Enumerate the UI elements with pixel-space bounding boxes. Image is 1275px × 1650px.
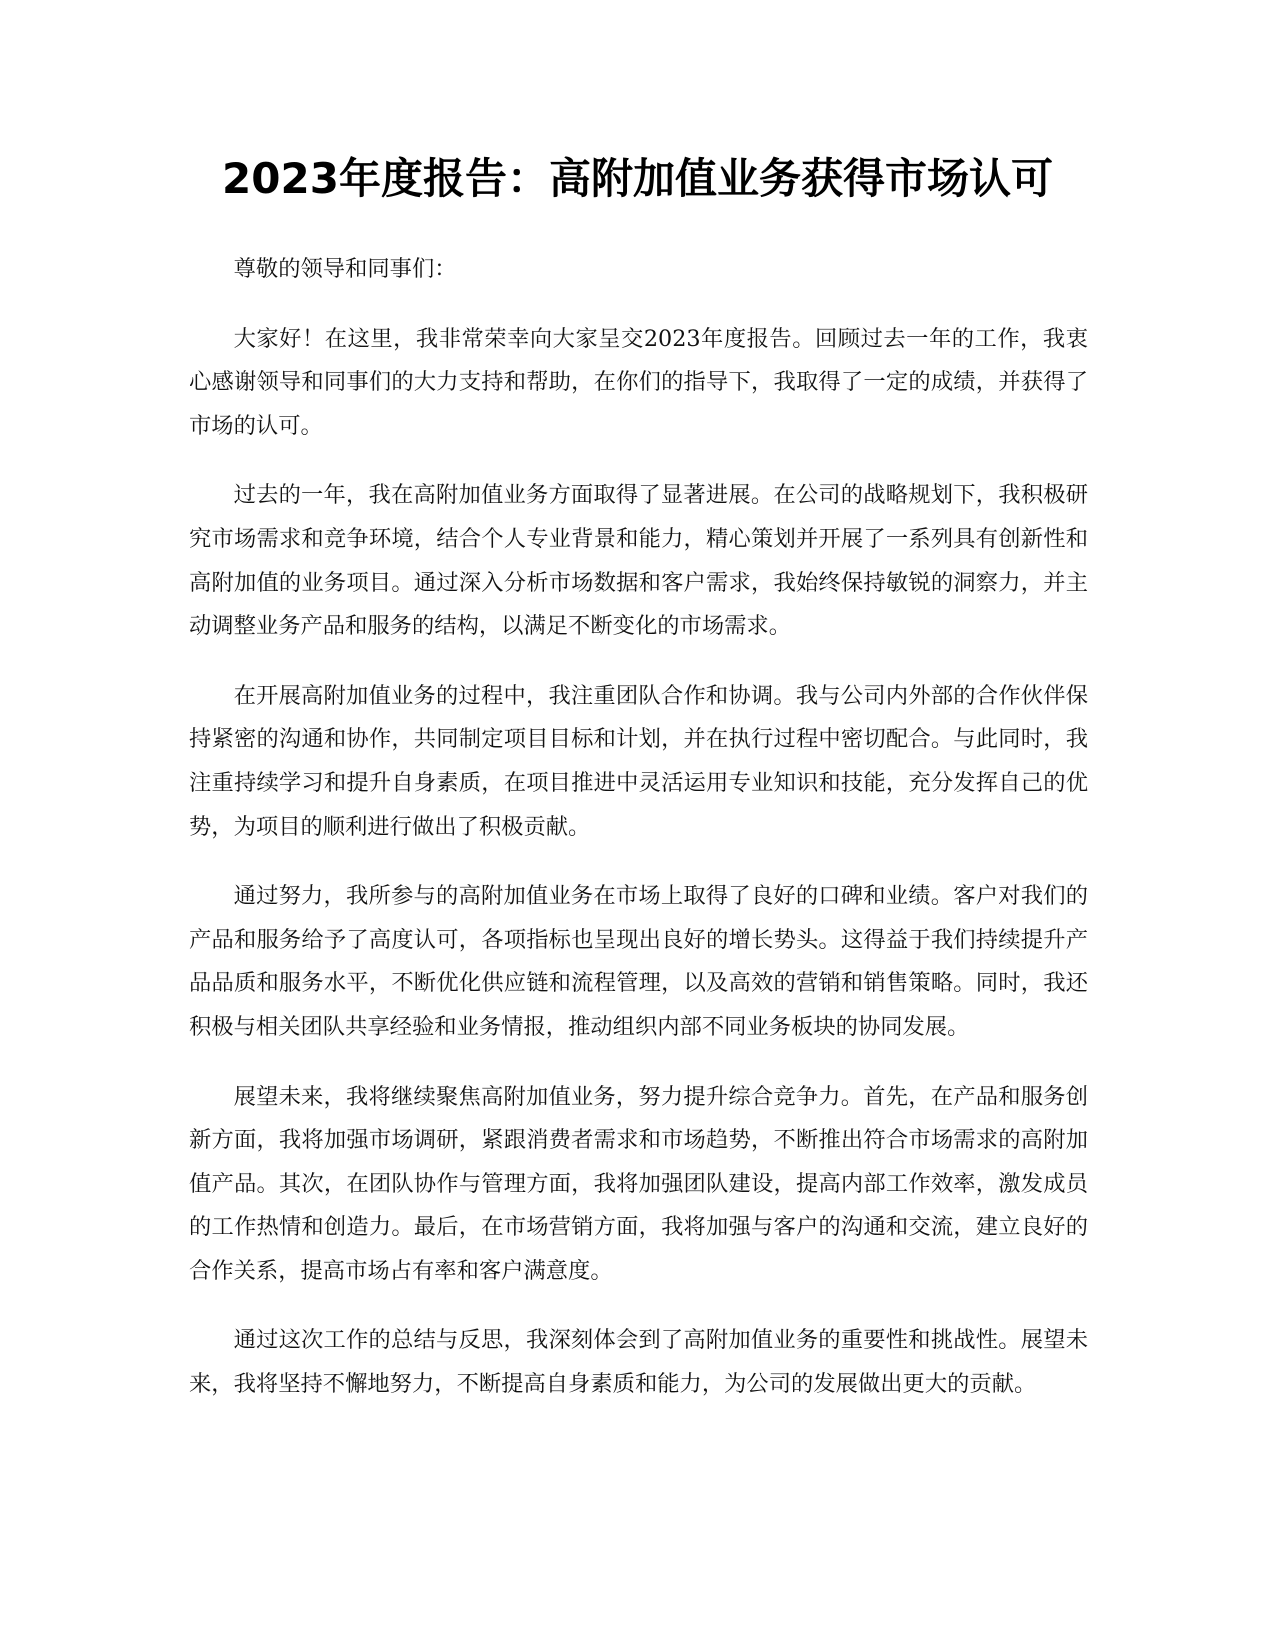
intro-paragraph: 大家好！在这里，我非常荣幸向大家呈交2023年度报告。回顾过去一年的工作，我衷心感谢领导和同事们的大力支持和帮助，在你们的指导下，我取得了一定的成绩，并获得了市场的认可。: [189, 325, 1088, 439]
document-title: 2023年度报告：高附加值业务获得市场认可: [222, 154, 1053, 203]
progress-paragraph: 过去的一年，我在高附加值业务方面取得了显著进展。在公司的战略规划下，我积极研究市场需求和竞争环境，结合个人专业背景和能力，精心策划并开展了一系列具有创新性和高附加值的业务项目。通过深入分析市场数据和客户需求，我始终保持敏锐的洞察力，并主动调整业务产品和服务的结构，以满足不断变化的市场需求。: [189, 482, 1088, 640]
outlook-paragraph: 展望未来，我将继续聚焦高附加值业务，努力提升综合竞争力。首先，在产品和服务创新方面，我将加强市场调研，紧跟消费者需求和市场趋势，不断推出符合市场需求的高附加值产品。其次，在团队协作与管理方面，我将加强团队建设，提高内部工作效率，激发成员的工作热情和创造力。最后，在市场营销方面，我将加强与客户的沟通和交流，建立良好的合作关系，提高市场占有率和客户满意度。: [189, 1083, 1088, 1284]
results-paragraph: 通过努力，我所参与的高附加值业务在市场上取得了良好的口碑和业绩。客户对我们的产品和服务给予了高度认可，各项指标也呈现出良好的增长势头。这得益于我们持续提升产品品质和服务水平，不断优化供应链和流程管理，以及高效的营销和销售策略。同时，我还积极与相关团队共享经验和业务情报，推动组织内部不同业务板块的协同发展。: [189, 883, 1088, 1040]
greeting-paragraph: 尊敬的领导和同事们：: [233, 256, 457, 282]
conclusion-paragraph: 通过这次工作的总结与反思，我深刻体会到了高附加值业务的重要性和挑战性。展望未来，我将坚持不懈地努力，不断提高自身素质和能力，为公司的发展做出更大的贡献。: [189, 1327, 1088, 1398]
document-body: [189, 248, 1088, 1433]
teamwork-paragraph: 在开展高附加值业务的过程中，我注重团队合作和协调。我与公司内外部的合作伙伴保持紧密的沟通和协作，共同制定项目目标和计划，并在执行过程中密切配合。与此同时，我注重持续学习和提升自身素质，在项目推进中灵活运用专业知识和技能，充分发挥自己的优势，为项目的顺利进行做出了积极贡献。: [189, 682, 1088, 840]
